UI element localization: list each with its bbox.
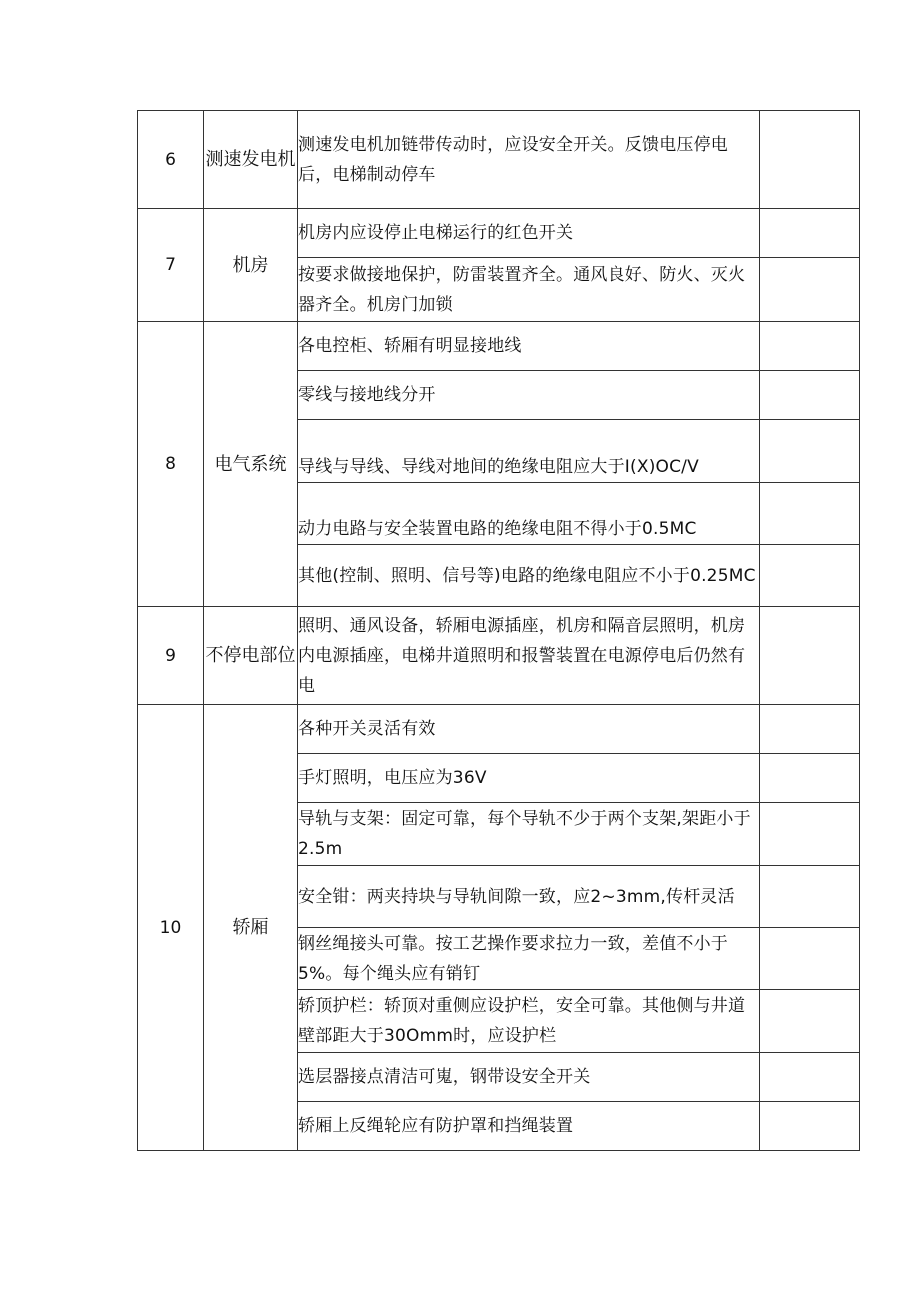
table-row (138, 322, 860, 371)
requirement-text: 各电控柜、轿厢有明显接地线 (298, 322, 760, 371)
result-cell (760, 209, 860, 258)
result-cell (760, 371, 860, 420)
requirement-text: 零线与接地线分开 (298, 371, 760, 420)
item-number: 6 (138, 111, 204, 209)
item-name: 电气系统 (204, 322, 298, 607)
table-row (138, 209, 860, 258)
result-cell (760, 111, 860, 209)
table-row (138, 111, 860, 209)
requirement-text: 导线与导线、导线对地间的绝缘电阻应大于I(X)OC/V (298, 420, 760, 483)
requirement-text: 导轨与支架：固定可靠，每个导轨不少于两个支架,架距小于2.5m (298, 803, 760, 866)
item-name: 不停电部位 (204, 607, 298, 705)
table-row (138, 705, 860, 754)
inspection-table (137, 110, 860, 1151)
requirement-text: 测速发电机加链带传动时，应设安全开关。反馈电压停电后，电梯制动停车 (298, 111, 760, 209)
result-cell (760, 258, 860, 322)
result-cell (760, 705, 860, 754)
item-number: 10 (138, 705, 204, 1151)
result-cell (760, 990, 860, 1053)
requirement-text: 按要求做接地保护，防雷装置齐全。通风良好、防火、灭火器齐全。机房门加锁 (298, 258, 760, 322)
table-row (138, 607, 860, 705)
item-number: 7 (138, 209, 204, 322)
requirement-text: 轿厢上反绳轮应有防护罩和挡绳装置 (298, 1102, 760, 1151)
requirement-text: 各种开关灵活有效 (298, 705, 760, 754)
requirement-text: 手灯照明，电压应为36V (298, 754, 760, 803)
result-cell (760, 607, 860, 705)
requirement-text: 动力电路与安全装置电路的绝缘电阻不得小于0.5MC (298, 483, 760, 545)
item-name: 测速发电机 (204, 111, 298, 209)
requirement-text: 照明、通风设备，轿厢电源插座，机房和隔音层照明，机房内电源插座，电梯井道照明和报警装置在电源停电后仍然有电 (298, 607, 760, 705)
result-cell (760, 1053, 860, 1102)
requirement-text: 机房内应设停止电梯运行的红色开关 (298, 209, 760, 258)
requirement-text: 安全钳：两夹持块与导轨间隙一致，应2~3mm,传杆灵活 (298, 866, 760, 928)
item-number: 8 (138, 322, 204, 607)
result-cell (760, 928, 860, 990)
result-cell (760, 483, 860, 545)
requirement-text: 选层器接点清洁可嵬，钢带设安全开关 (298, 1053, 760, 1102)
requirement-text: 钢丝绳接头可靠。按工艺操作要求拉力一致，差值不小于5%。每个绳头应有销钉 (298, 928, 760, 990)
result-cell (760, 420, 860, 483)
result-cell (760, 866, 860, 928)
result-cell (760, 1102, 860, 1151)
result-cell (760, 322, 860, 371)
result-cell (760, 754, 860, 803)
result-cell (760, 803, 860, 866)
item-name: 机房 (204, 209, 298, 322)
requirement-text: 轿顶护栏：轿顶对重侧应设护栏，安全可靠。其他侧与井道壁部距大于30Omm时，应设护栏 (298, 990, 760, 1053)
result-cell (760, 545, 860, 607)
item-name: 轿厢 (204, 705, 298, 1151)
item-number: 9 (138, 607, 204, 705)
requirement-text: 其他(控制、照明、信号等)电路的绝缘电阻应不小于0.25MC (298, 545, 760, 607)
